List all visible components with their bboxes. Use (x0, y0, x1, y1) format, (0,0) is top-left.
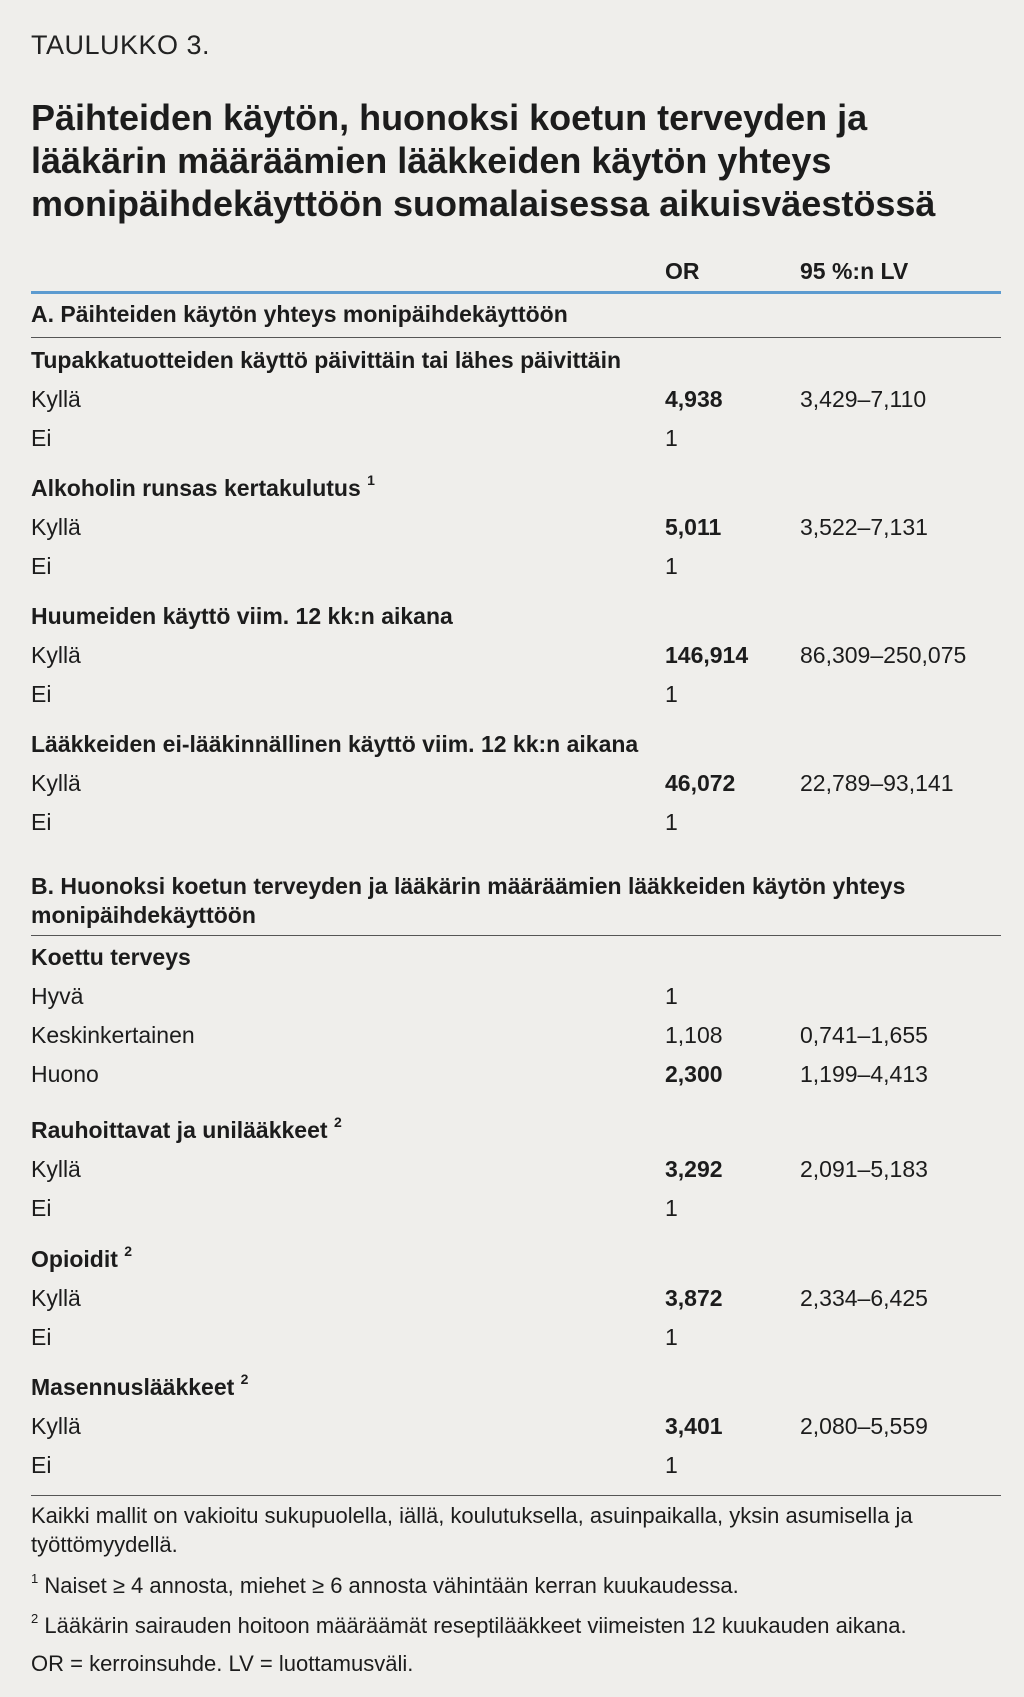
row-ci: 3,429–7,110 (800, 386, 927, 412)
row-label: Hyvä (31, 983, 84, 1009)
row-or: 5,011 (665, 514, 722, 540)
column-header-or: OR (665, 258, 700, 284)
footnote-marker: 2 (124, 1243, 133, 1260)
row-or: 1 (665, 425, 678, 451)
footnote-marker: 1 (31, 1570, 39, 1586)
section-a-rule (31, 337, 1001, 338)
footer-rule (31, 1495, 1001, 1496)
row-or: 2,300 (665, 1061, 723, 1087)
row-label: Huono (31, 1061, 99, 1087)
row-or: 1 (665, 553, 678, 579)
group-label: Lääkkeiden ei-lääkinnällinen käyttö viim. 12 kk:n aikana (31, 731, 639, 757)
row-or: 1 (665, 1452, 678, 1478)
section-b-title: B. Huonoksi koetun terveyden ja lääkärin määräämien lääkkeiden käytön yhteys monipäihdekäyttöön (31, 873, 906, 928)
row-ci: 86,309–250,075 (800, 642, 967, 668)
footnote-1: $^1$ Naiset ≥ 4 annosta, miehet ≥ 6 annosta vähintään kerran kuukaudessa. (31, 1570, 739, 1598)
row-or: 1 (665, 681, 678, 707)
group-label: Huumeiden käyttö viim. 12 kk:n aikana (31, 603, 453, 629)
row-ci: 2,334–6,425 (800, 1285, 928, 1311)
footnote-marker: 2 (31, 1610, 39, 1626)
row-ci: 3,522–7,131 (800, 514, 928, 540)
row-label: Ei (31, 425, 52, 451)
row-or: 1 (665, 983, 678, 1009)
row-or: 1,108 (665, 1022, 723, 1048)
row-or: 3,292 (665, 1156, 723, 1182)
row-label: Keskinkertainen (31, 1022, 195, 1048)
row-label: Kyllä (31, 642, 81, 668)
group-label: Rauhoittavat ja unilääkkeet $^2$ (31, 1114, 342, 1143)
row-or: 1 (665, 1195, 678, 1221)
group-label: Masennuslääkkeet $^2$ (31, 1371, 249, 1400)
footnote-2: $^2$ Lääkärin sairauden hoitoon määräämät reseptilääkkeet viimeisten 12 kuukauden aikana. (31, 1610, 907, 1638)
row-or: 1 (665, 1324, 678, 1350)
group-label: Alkoholin runsas kertakulutus $^1$ (31, 472, 375, 501)
footnote-marker: 2 (333, 1114, 342, 1131)
row-label: Kyllä (31, 386, 81, 412)
row-label: Ei (31, 1195, 52, 1221)
row-ci: 0,741–1,655 (800, 1022, 928, 1048)
row-label: Ei (31, 681, 52, 707)
group-label: Tupakkatuotteiden käyttö päivittäin tai lähes päivittäin (31, 347, 622, 373)
row-label: Kyllä (31, 1413, 81, 1439)
section-b-rule (31, 935, 1001, 936)
row-label: Ei (31, 809, 52, 835)
row-or: 46,072 (665, 770, 736, 796)
row-ci: 2,080–5,559 (800, 1413, 928, 1439)
footnote-marker: 2 (240, 1371, 249, 1388)
row-label: Ei (31, 553, 52, 579)
row-or: 3,872 (665, 1285, 723, 1311)
row-ci: 2,091–5,183 (800, 1156, 928, 1182)
header-rule (31, 291, 1001, 294)
row-label: Ei (31, 1452, 52, 1478)
row-ci: 1,199–4,413 (800, 1061, 928, 1087)
row-or: 146,914 (665, 642, 749, 668)
table-title: Päihteiden käytön, huonoksi koetun terveyden ja lääkärin määräämien lääkkeiden käytön yhteys monipäihdekäyttöön suomalaisessa aikuisväestössä (31, 97, 936, 224)
footnote-abbreviations: OR = kerroinsuhde. LV = luottamusväli. (31, 1651, 414, 1676)
row-or: 4,938 (665, 386, 723, 412)
row-label: Kyllä (31, 1156, 81, 1182)
row-label: Kyllä (31, 1285, 81, 1311)
row-label: Kyllä (31, 770, 81, 796)
row-label: Kyllä (31, 514, 81, 540)
row-or: 3,401 (665, 1413, 723, 1439)
footnote-marker: 1 (367, 472, 375, 489)
group-label: Opioidit $^2$ (31, 1243, 133, 1272)
column-header-ci: 95 %:n LV (800, 258, 909, 284)
row-ci: 22,789–93,141 (800, 770, 954, 796)
group-label: Koettu terveys (31, 944, 191, 970)
footnote-adjusted: Kaikki mallit on vakioitu sukupuolella, iällä, koulutuksella, asuinpaikalla, yksin asumisella ja työttömyydellä. (31, 1503, 913, 1557)
row-label: Ei (31, 1324, 52, 1350)
row-or: 1 (665, 809, 678, 835)
table-number: TAULUKKO 3. (31, 30, 211, 60)
section-a-title: A. Päihteiden käytön yhteys monipäihdekäyttöön (31, 301, 568, 327)
